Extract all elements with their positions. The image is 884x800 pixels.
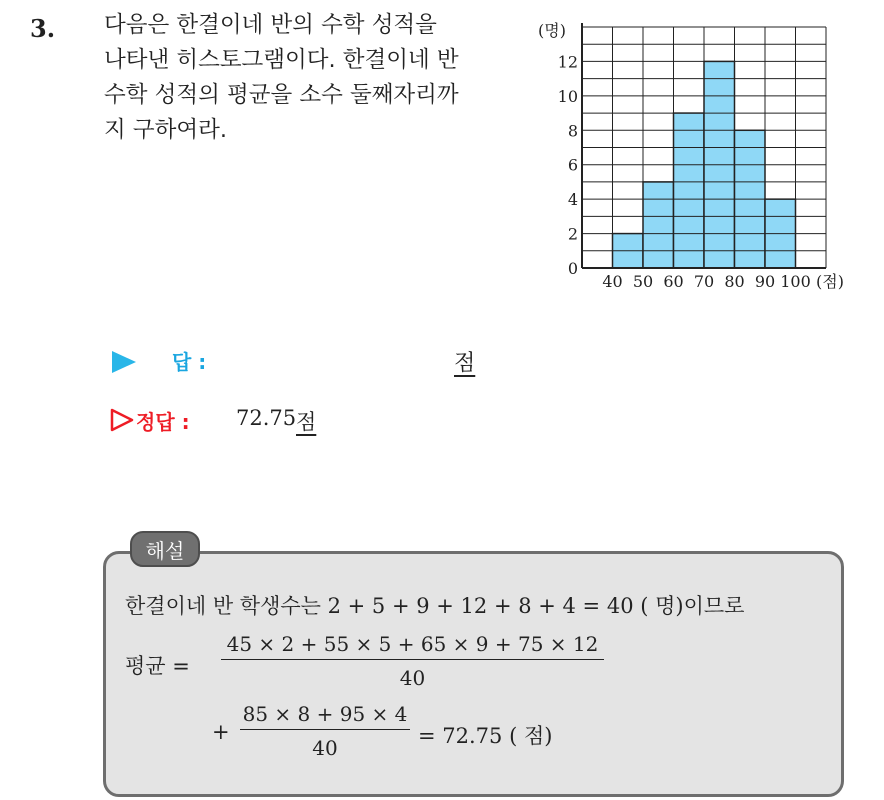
question-line: 지 구하여라.	[104, 117, 227, 143]
y-tick-label: 2	[567, 224, 578, 244]
fraction-2-denominator: 40	[312, 736, 338, 760]
fraction-2	[240, 702, 410, 760]
answer-unit[interactable]: 점	[454, 351, 476, 376]
solution-label: 정답 :	[136, 410, 190, 434]
x-tick-label: 70	[693, 272, 715, 291]
y-tick-label: 12	[557, 52, 578, 72]
x-tick-label: 40	[602, 272, 623, 291]
y-tick-label: 4	[567, 190, 578, 210]
question-number: 3.	[30, 14, 56, 43]
x-tick-labels	[602, 272, 810, 291]
x-tick-label: 100	[780, 272, 811, 291]
outline-triangle-icon	[110, 408, 134, 432]
fraction-1-denominator: 40	[399, 666, 426, 690]
histogram-bar	[674, 113, 705, 268]
x-tick-label: 50	[632, 272, 654, 291]
line1-unit: ( 명)이므로	[640, 594, 745, 618]
explanation-line-1	[125, 590, 744, 620]
solution-row	[108, 404, 508, 438]
plus-sign: +	[212, 720, 230, 744]
y-tick-label: 10	[557, 86, 578, 106]
explanation-tag: 해설	[130, 531, 200, 567]
question-line: 다음은 한결이네 반의 수학 성적을	[104, 12, 437, 38]
result-unit: ( 점)	[509, 724, 553, 748]
y-tick-label: 6	[567, 155, 578, 175]
solution-value: 72.75	[236, 406, 297, 430]
answer-row	[108, 346, 508, 376]
question-line: 수학 성적의 평균을 소수 둘째자리까	[104, 82, 459, 108]
average-label: 평균 =	[125, 654, 190, 678]
result-math: = 72.75	[418, 724, 503, 748]
fraction-1	[221, 632, 604, 690]
x-tick-label: 80	[724, 272, 745, 291]
line1-text: 한결이네 반 학생수는	[125, 594, 321, 618]
fraction-2-numerator: 85 × 8 + 95 × 4	[240, 702, 410, 730]
histogram-bar	[643, 182, 674, 268]
question-line: 나타낸 히스토그램이다. 한결이네 반	[104, 47, 459, 73]
solution-unit: 점	[296, 410, 317, 434]
histogram-chart	[0, 0, 884, 310]
x-axis-label: (점)	[816, 272, 844, 291]
result	[418, 720, 552, 750]
play-triangle-icon	[112, 351, 136, 373]
y-tick-labels	[558, 52, 578, 278]
y-tick-label: 0	[567, 259, 578, 278]
line1-math: 2 + 5 + 9 + 12 + 8 + 4 = 40	[327, 594, 634, 618]
y-tick-label: 8	[567, 121, 578, 141]
y-axis-label: (명)	[538, 21, 566, 40]
fraction-1-numerator: 45 × 2 + 55 × 5 + 65 × 9 + 75 × 12	[221, 632, 604, 660]
x-tick-label: 90	[754, 272, 776, 291]
x-tick-label: 60	[663, 272, 684, 291]
answer-label: 답 :	[172, 350, 207, 374]
